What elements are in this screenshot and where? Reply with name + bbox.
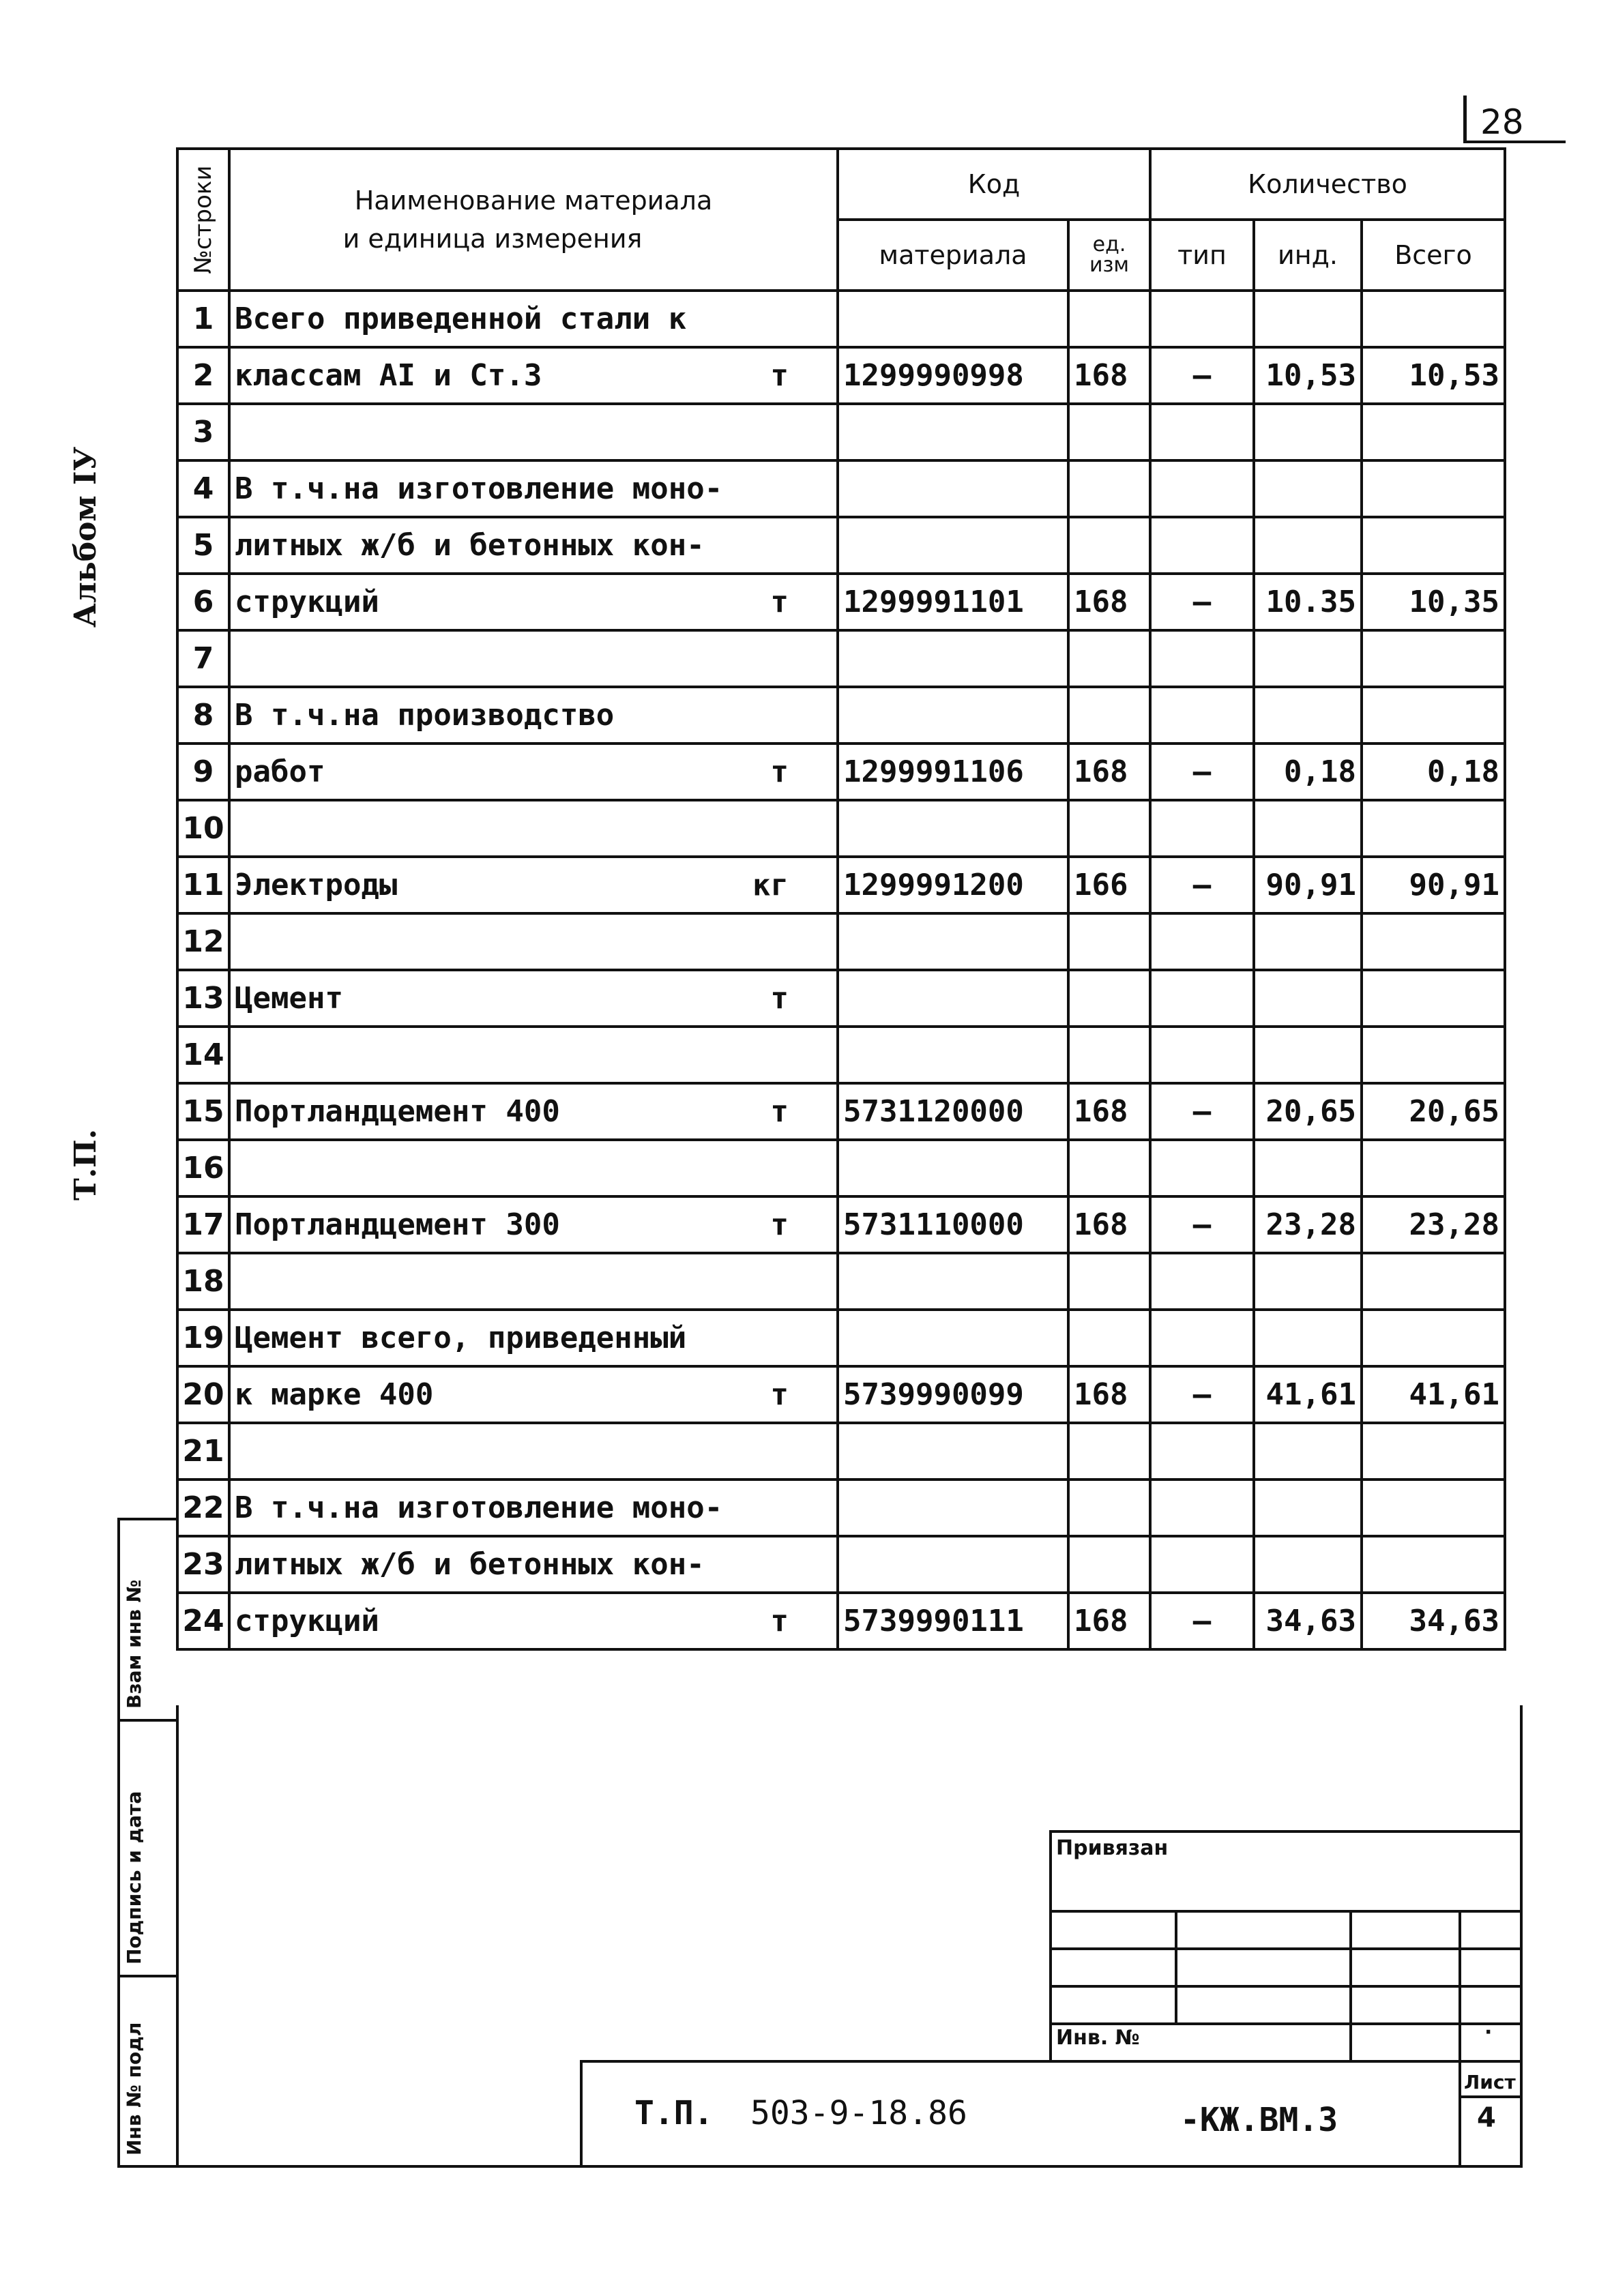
- name-header-line1: Наименование материала: [354, 186, 713, 216]
- page-number: 28: [1480, 102, 1524, 142]
- qty-total: [1362, 1536, 1505, 1593]
- qty-ind: 10.35: [1254, 574, 1362, 630]
- frame-right-lower: [1520, 1705, 1523, 2168]
- material-name-cell: [229, 1027, 838, 1083]
- margin-divider-2: [117, 1975, 179, 1977]
- material-name: Цемент всего, приведенный: [235, 1321, 687, 1355]
- unit-of-measure: т: [770, 1207, 789, 1242]
- table-row: [177, 857, 1505, 913]
- table-row: [177, 1196, 1505, 1253]
- qty-total: [1362, 1310, 1505, 1366]
- material-code: 1299990998: [838, 347, 1068, 404]
- qty-ind: [1254, 460, 1362, 517]
- qty-type: [1150, 1027, 1254, 1083]
- stamp-row-line-1: [1049, 1910, 1523, 1913]
- qty-total-header: Всего: [1362, 220, 1505, 291]
- qty-type: [1150, 517, 1254, 574]
- unit-code: [1068, 1140, 1150, 1196]
- material-name-cell: [229, 1083, 838, 1140]
- material-name-cell: [229, 687, 838, 744]
- table-row: [177, 970, 1505, 1027]
- qty-total: [1362, 1423, 1505, 1480]
- row-number: 24: [177, 1593, 229, 1649]
- table-row: [177, 517, 1505, 574]
- material-name-cell: [229, 574, 838, 630]
- qty-ind: [1254, 1423, 1362, 1480]
- tp-side-label: Т.П.: [68, 1129, 103, 1201]
- material-name: работ: [235, 754, 325, 789]
- table-row: [177, 1593, 1505, 1649]
- unit-of-measure: т: [770, 1377, 789, 1412]
- qty-total: [1362, 517, 1505, 574]
- stamp-left-line: [1049, 1830, 1052, 2062]
- unit-code: 168: [1068, 1593, 1150, 1649]
- material-code: [838, 970, 1068, 1027]
- unit-code: [1068, 913, 1150, 970]
- material-name: литных ж/б и бетонных кон-: [235, 1547, 705, 1582]
- qty-ind: [1254, 291, 1362, 347]
- table-row: [177, 800, 1505, 857]
- row-number: 16: [177, 1140, 229, 1196]
- table-row: [177, 1310, 1505, 1366]
- table-row: [177, 404, 1505, 460]
- qty-total: 10,53: [1362, 347, 1505, 404]
- qty-type: –: [1150, 1196, 1254, 1253]
- qty-ind: 10,53: [1254, 347, 1362, 404]
- qty-total: [1362, 404, 1505, 460]
- title-tp: Т.П.: [634, 2094, 714, 2132]
- material-code: 5731120000: [838, 1083, 1068, 1140]
- table-row: [177, 1480, 1505, 1536]
- inv-podl-label: Инв № подл: [123, 2022, 145, 2155]
- unit-code: 168: [1068, 1196, 1150, 1253]
- row-number: 5: [177, 517, 229, 574]
- unit-of-measure: т: [770, 981, 789, 1016]
- unit-code: [1068, 1310, 1150, 1366]
- qty-ind: [1254, 1140, 1362, 1196]
- unit-of-measure: т: [770, 358, 789, 393]
- margin-box-outer-left: [117, 1518, 120, 2167]
- qty-ind: [1254, 1480, 1362, 1536]
- material-name-cell: [229, 800, 838, 857]
- qty-type: [1150, 630, 1254, 687]
- qty-ind: 41,61: [1254, 1366, 1362, 1423]
- material-name-cell: [229, 913, 838, 970]
- qty-ind: 0,18: [1254, 744, 1362, 800]
- material-code: [838, 1310, 1068, 1366]
- row-number: 1: [177, 291, 229, 347]
- stamp-col-line-3: [1459, 1910, 1461, 2168]
- material-name-cell: [229, 1480, 838, 1536]
- code-material-header: материала: [838, 220, 1068, 291]
- material-code: [838, 460, 1068, 517]
- row-number: 11: [177, 857, 229, 913]
- qty-total: [1362, 630, 1505, 687]
- inv-no-label: Инв. №: [1056, 2026, 1140, 2050]
- unit-code: 168: [1068, 744, 1150, 800]
- row-number: 8: [177, 687, 229, 744]
- material-code: [838, 1253, 1068, 1310]
- material-code: [838, 291, 1068, 347]
- signature-date-label: Подпись и дата: [123, 1791, 145, 1964]
- unit-code: [1068, 291, 1150, 347]
- album-label: Альбом IУ: [68, 446, 103, 628]
- qty-ind: [1254, 630, 1362, 687]
- row-number: 13: [177, 970, 229, 1027]
- unit-code: [1068, 460, 1150, 517]
- frame-left-lower: [176, 1705, 179, 2168]
- material-name: В т.ч.на изготовление моно-: [235, 471, 723, 506]
- code-unit-header: ед. изм: [1068, 220, 1150, 291]
- qty-ind: 20,65: [1254, 1083, 1362, 1140]
- material-name: Портландцемент 300: [235, 1207, 560, 1242]
- row-number: 14: [177, 1027, 229, 1083]
- unit-code: 166: [1068, 857, 1150, 913]
- row-number: 21: [177, 1423, 229, 1480]
- materials-table: [176, 147, 1506, 1651]
- unit-code: [1068, 404, 1150, 460]
- table-row: [177, 1536, 1505, 1593]
- code-group-header: Код: [838, 149, 1150, 220]
- unit-code: [1068, 687, 1150, 744]
- qty-type: [1150, 1536, 1254, 1593]
- material-name-cell: [229, 1253, 838, 1310]
- qty-type: –: [1150, 1366, 1254, 1423]
- material-name: струкций: [235, 1604, 379, 1638]
- title-code: -КЖ.ВМ.3: [1180, 2101, 1338, 2139]
- material-name: к марке 400: [235, 1377, 434, 1412]
- table-row: [177, 1423, 1505, 1480]
- row-number: 7: [177, 630, 229, 687]
- unit-of-measure: т: [770, 1094, 789, 1129]
- table-row: [177, 1140, 1505, 1196]
- row-number: 9: [177, 744, 229, 800]
- qty-type: [1150, 1480, 1254, 1536]
- unit-code: [1068, 630, 1150, 687]
- material-name-cell: [229, 347, 838, 404]
- unit-code: [1068, 1480, 1150, 1536]
- material-name-cell: [229, 1310, 838, 1366]
- material-name-cell: [229, 404, 838, 460]
- stamp-top-line: [1049, 1830, 1523, 1833]
- row-number: 12: [177, 913, 229, 970]
- material-name-cell: [229, 1366, 838, 1423]
- material-name-cell: [229, 970, 838, 1027]
- material-code: [838, 913, 1068, 970]
- row-number: 15: [177, 1083, 229, 1140]
- qty-total: 90,91: [1362, 857, 1505, 913]
- row-number: 20: [177, 1366, 229, 1423]
- material-name: классам АI и Ст.3: [235, 358, 542, 393]
- qty-ind: [1254, 1027, 1362, 1083]
- qty-ind: [1254, 913, 1362, 970]
- qty-type: [1150, 970, 1254, 1027]
- qty-total: [1362, 1480, 1505, 1536]
- qty-ind: [1254, 1536, 1362, 1593]
- material-name-cell: [229, 857, 838, 913]
- qty-total: [1362, 970, 1505, 1027]
- qty-total: [1362, 913, 1505, 970]
- table-row: [177, 1366, 1505, 1423]
- unit-code: [1068, 1253, 1150, 1310]
- unit-code: 168: [1068, 347, 1150, 404]
- unit-of-measure: т: [770, 1604, 789, 1638]
- row-number-header: №строки: [177, 149, 229, 291]
- material-code: 5739990099: [838, 1366, 1068, 1423]
- row-number: 19: [177, 1310, 229, 1366]
- qty-ind-header: инд.: [1254, 220, 1362, 291]
- table-row: [177, 347, 1505, 404]
- qty-ind: [1254, 970, 1362, 1027]
- material-name-cell: [229, 1423, 838, 1480]
- stamp-col-line-1: [1175, 1910, 1177, 2022]
- material-name: струкций: [235, 585, 379, 619]
- name-header-line2: и единица измерения: [342, 224, 643, 254]
- qty-total: 41,61: [1362, 1366, 1505, 1423]
- qty-type: –: [1150, 1593, 1254, 1649]
- qty-type: [1150, 1310, 1254, 1366]
- material-name-cell: [229, 630, 838, 687]
- qty-ind: 90,91: [1254, 857, 1362, 913]
- qty-total: [1362, 1027, 1505, 1083]
- qty-ind: 23,28: [1254, 1196, 1362, 1253]
- row-number: 18: [177, 1253, 229, 1310]
- row-number: 23: [177, 1536, 229, 1593]
- material-code: 5739990111: [838, 1593, 1068, 1649]
- qty-ind: [1254, 800, 1362, 857]
- unit-code: [1068, 800, 1150, 857]
- qty-ind: [1254, 517, 1362, 574]
- material-code: [838, 630, 1068, 687]
- material-code: [838, 1480, 1068, 1536]
- material-name-cell: [229, 1593, 838, 1649]
- stamp-col-line-2: [1349, 1910, 1352, 2062]
- table-row: [177, 574, 1505, 630]
- row-number: 2: [177, 347, 229, 404]
- stamp-row-line-4: [1049, 2022, 1523, 2025]
- material-code: [838, 517, 1068, 574]
- qty-type: [1150, 1423, 1254, 1480]
- qty-type: –: [1150, 744, 1254, 800]
- material-name-cell: [229, 460, 838, 517]
- qty-type: –: [1150, 1083, 1254, 1140]
- material-name: литных ж/б и бетонных кон-: [235, 528, 705, 563]
- unit-code: [1068, 970, 1150, 1027]
- material-name-cell: [229, 517, 838, 574]
- material-name: Портландцемент 400: [235, 1094, 560, 1129]
- material-name-cell: [229, 1536, 838, 1593]
- table-row: [177, 744, 1505, 800]
- table-row: [177, 630, 1505, 687]
- table-row: [177, 460, 1505, 517]
- unit-code: [1068, 1536, 1150, 1593]
- qty-type: –: [1150, 574, 1254, 630]
- material-name: В т.ч.на изготовление моно-: [235, 1490, 723, 1525]
- unit-code: [1068, 1027, 1150, 1083]
- row-number: 17: [177, 1196, 229, 1253]
- unit-of-measure: кг: [752, 868, 789, 902]
- page-number-bar: [1463, 95, 1467, 143]
- qty-type: [1150, 1253, 1254, 1310]
- table-row: [177, 291, 1505, 347]
- qty-total: [1362, 800, 1505, 857]
- sheet-label: Лист: [1464, 2071, 1516, 2093]
- row-number: 22: [177, 1480, 229, 1536]
- qty-ind: [1254, 1310, 1362, 1366]
- qty-total: 20,65: [1362, 1083, 1505, 1140]
- material-code: [838, 687, 1068, 744]
- unit-of-measure: т: [770, 585, 789, 619]
- name-header: [229, 149, 838, 291]
- qty-total: 23,28: [1362, 1196, 1505, 1253]
- material-name: Электроды: [235, 868, 398, 902]
- table-row: [177, 1027, 1505, 1083]
- qty-type-header: тип: [1150, 220, 1254, 291]
- title-number: 503-9-18.86: [750, 2094, 967, 2132]
- qty-total: [1362, 291, 1505, 347]
- material-code: [838, 404, 1068, 460]
- qty-type: [1150, 800, 1254, 857]
- table-row: [177, 1083, 1505, 1140]
- material-code: 1299991200: [838, 857, 1068, 913]
- material-code: [838, 1536, 1068, 1593]
- unit-code: [1068, 1423, 1150, 1480]
- row-number: 3: [177, 404, 229, 460]
- table-row: [177, 1253, 1505, 1310]
- material-name-cell: [229, 1196, 838, 1253]
- title-block-top: [580, 2060, 1523, 2063]
- vzam-inv-label: Взам инв №: [123, 1579, 145, 1709]
- material-code: 5731110000: [838, 1196, 1068, 1253]
- row-number: 10: [177, 800, 229, 857]
- material-code: 1299991106: [838, 744, 1068, 800]
- qty-total: 0,18: [1362, 744, 1505, 800]
- material-code: 1299991101: [838, 574, 1068, 630]
- stamp-row-line-2: [1049, 1947, 1523, 1950]
- qty-type: –: [1150, 347, 1254, 404]
- qty-total: 10,35: [1362, 574, 1505, 630]
- qty-total: [1362, 1253, 1505, 1310]
- qty-type: [1150, 460, 1254, 517]
- material-name: Цемент: [235, 981, 343, 1016]
- material-code: [838, 1140, 1068, 1196]
- unit-code: [1068, 517, 1150, 574]
- qty-type: [1150, 1140, 1254, 1196]
- unit-code: 168: [1068, 574, 1150, 630]
- qty-ind: [1254, 1253, 1362, 1310]
- material-name-cell: [229, 744, 838, 800]
- sheet-number: 4: [1477, 2102, 1496, 2134]
- frame-bottom: [117, 2165, 1523, 2168]
- material-code: [838, 1027, 1068, 1083]
- material-name: Всего приведенной стали к: [235, 301, 687, 336]
- qty-total: [1362, 460, 1505, 517]
- qty-type: [1150, 291, 1254, 347]
- qty-total: [1362, 687, 1505, 744]
- qty-type: [1150, 404, 1254, 460]
- table-row: [177, 913, 1505, 970]
- sheet-label-line: [1459, 2095, 1523, 2098]
- qty-total: 34,63: [1362, 1593, 1505, 1649]
- stamp-dot: ·: [1484, 2020, 1493, 2044]
- material-code: [838, 1423, 1068, 1480]
- qty-ind: 34,63: [1254, 1593, 1362, 1649]
- qty-type: –: [1150, 857, 1254, 913]
- unit-code: 168: [1068, 1083, 1150, 1140]
- stamp-row-line-3: [1049, 1985, 1523, 1988]
- material-name-cell: [229, 1140, 838, 1196]
- qty-ind: [1254, 687, 1362, 744]
- title-block-left: [580, 2060, 583, 2168]
- quantity-group-header: Количество: [1150, 149, 1505, 220]
- margin-box-top: [117, 1518, 179, 1520]
- qty-type: [1150, 913, 1254, 970]
- table-row: [177, 687, 1505, 744]
- qty-total: [1362, 1140, 1505, 1196]
- unit-code: 168: [1068, 1366, 1150, 1423]
- row-number: 6: [177, 574, 229, 630]
- material-code: [838, 800, 1068, 857]
- material-name: В т.ч.на производство: [235, 698, 615, 733]
- margin-divider-1: [117, 1719, 179, 1722]
- unit-of-measure: т: [770, 754, 789, 789]
- privyazan-label: Привязан: [1056, 1836, 1169, 1860]
- material-name-cell: [229, 291, 838, 347]
- qty-type: [1150, 687, 1254, 744]
- qty-ind: [1254, 404, 1362, 460]
- row-number: 4: [177, 460, 229, 517]
